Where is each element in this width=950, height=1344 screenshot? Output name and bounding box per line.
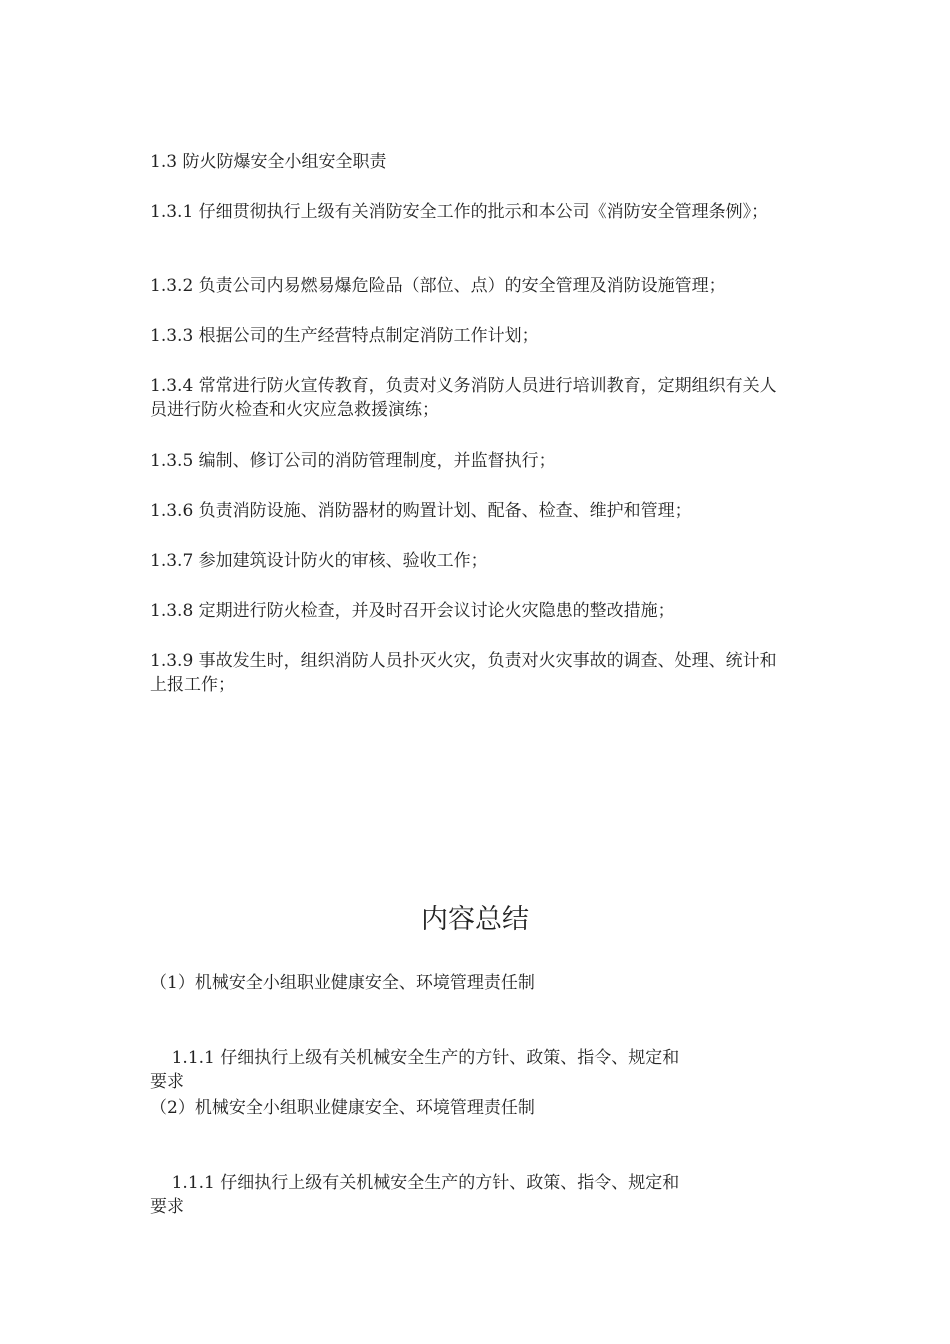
summary-block-2-text-line1: 1.1.1 仔细执行上级有关机械安全生产的方针、政策、指令、规定和	[150, 1173, 680, 1193]
summary-block-1-text-line1: 1.1.1 仔细执行上级有关机械安全生产的方针、政策、指令、规定和	[150, 1048, 680, 1068]
list-item-1-3-3: 1.3.3 根据公司的生产经营特点制定消防工作计划；	[150, 326, 539, 346]
list-item-1-3-7: 1.3.7 参加建筑设计防火的审核、验收工作；	[150, 551, 488, 571]
summary-block-1-heading: （1）机械安全小组职业健康安全、环境管理责任制	[150, 973, 535, 993]
list-item-1-3-8: 1.3.8 定期进行防火检查，并及时召开会议讨论火灾隐患的整改措施；	[150, 601, 675, 621]
list-item-1-3-1: 1.3.1 仔细贯彻执行上级有关消防安全工作的批示和本公司《消防安全管理条例》；	[150, 202, 769, 222]
summary-block-1-text-line2: 要求	[150, 1072, 184, 1092]
list-item-1-3-9: 1.3.9 事故发生时，组织消防人员扑灭火灾，负责对火灾事故的调查、处理、统计和上报工作；	[150, 651, 777, 695]
list-item-1-3-4: 1.3.4 常常进行防火宣传教育，负责对义务消防人员进行培训教育，定期组织有关人员进行防火检查和火灾应急救援演练；	[150, 376, 777, 420]
section-heading: 1.3 防火防爆安全小组安全职责	[150, 152, 387, 172]
list-item-1-3-2: 1.3.2 负责公司内易燃易爆危险品（部位、点）的安全管理及消防设施管理；	[150, 276, 726, 296]
list-item-1-3-6: 1.3.6 负责消防设施、消防器材的购置计划、配备、检查、维护和管理；	[150, 501, 692, 521]
summary-block-2-text-line2: 要求	[150, 1197, 184, 1217]
summary-block-2-heading: （2）机械安全小组职业健康安全、环境管理责任制	[150, 1098, 535, 1118]
list-item-1-3-5: 1.3.5 编制、修订公司的消防管理制度，并监督执行；	[150, 451, 556, 471]
summary-title: 内容总结	[421, 904, 529, 935]
